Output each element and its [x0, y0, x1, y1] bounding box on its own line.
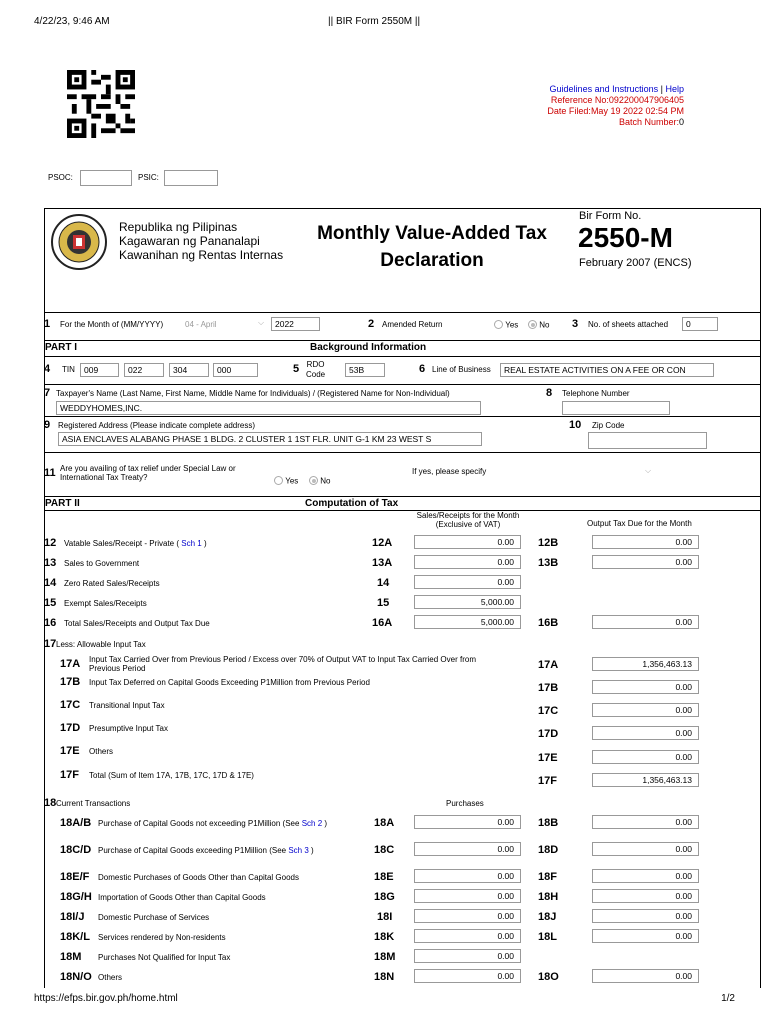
code-17a: 17A: [538, 659, 559, 671]
tin-part-1-input[interactable]: 009: [80, 363, 119, 377]
psic-label: PSIC:: [138, 173, 159, 182]
specify-label: If yes, please specify: [412, 467, 487, 476]
item-17e-label: Others: [89, 747, 114, 756]
agency-line-1: Republika ng Pilipinas: [119, 220, 238, 234]
telephone-label: Telephone Number: [562, 389, 630, 398]
tin-part-4-input[interactable]: 000: [213, 363, 258, 377]
batch-number-label: Batch Number:: [618, 117, 679, 127]
tax-relief-no-label: No: [320, 476, 331, 486]
item-10-number: 10: [569, 419, 582, 431]
form-number-label: Bir Form No.: [579, 210, 642, 222]
rdo-label-2: Code: [306, 370, 326, 379]
code-17b: 17B: [538, 682, 559, 694]
code-17c: 17C: [538, 705, 559, 717]
telephone-input[interactable]: [562, 401, 670, 415]
tin-label: TIN: [62, 365, 75, 374]
item-17c-label: Transitional Input Tax: [89, 701, 165, 710]
form-version: February 2007 (ENCS): [579, 257, 692, 269]
field-18m[interactable]: 0.00: [414, 949, 521, 963]
print-title: || BIR Form 2550M ||: [328, 16, 421, 27]
part-2-label: PART II: [45, 498, 80, 509]
item-3-label: No. of sheets attached: [588, 320, 669, 329]
item-11-number: 11: [44, 467, 56, 479]
tax-relief-no-radio[interactable]: [309, 476, 318, 485]
zip-code-label: Zip Code: [592, 421, 625, 430]
field-13a[interactable]: 0.00: [414, 555, 521, 569]
code-18i: 18I: [377, 911, 393, 923]
item-12-label-text: Vatable Sales/Receipt - Private (: [64, 539, 180, 548]
item-16-label: Total Sales/Receipts and Output Tax Due: [64, 619, 210, 628]
item-18ij-code: 18I/J: [60, 911, 85, 923]
taxpayer-name-label: Taxpayer's Name (Last Name, First Name, Middle Name for Individuals) / (Registered Name for Non-Individual): [56, 389, 450, 398]
item-12-label-close: ): [203, 539, 207, 548]
item-17c-code: 17C: [60, 699, 81, 711]
code-17e: 17E: [538, 752, 558, 764]
item-18gh-label: Importation of Goods Other than Capital Goods: [98, 893, 266, 902]
code-14: 14: [377, 577, 390, 589]
item-6-number: 6: [419, 363, 426, 375]
field-12b[interactable]: 0.00: [592, 535, 699, 549]
field-17b[interactable]: 0.00: [592, 680, 699, 694]
line-of-business-input[interactable]: REAL ESTATE ACTIVITIES ON A FEE OR CON: [500, 363, 714, 377]
line-of-business-label: Line of Business: [432, 365, 491, 374]
psoc-input[interactable]: [80, 170, 132, 186]
item-2-number: 2: [368, 318, 375, 330]
code-18c: 18C: [374, 844, 395, 856]
field-18g[interactable]: 0.00: [414, 889, 521, 903]
code-15: 15: [377, 597, 390, 609]
item-17f-code: 17F: [60, 769, 79, 781]
field-18j[interactable]: 0.00: [592, 909, 699, 923]
bir-seal-icon: [50, 213, 108, 271]
item-18cd-label-text: Purchase of Capital Goods exceeding P1Million (See: [98, 846, 287, 855]
field-18l[interactable]: 0.00: [592, 929, 699, 943]
item-3-number: 3: [572, 318, 579, 330]
field-17e[interactable]: 0.00: [592, 750, 699, 764]
amended-yes-label: Yes: [505, 320, 519, 330]
field-13b[interactable]: 0.00: [592, 555, 699, 569]
field-17c[interactable]: 0.00: [592, 703, 699, 717]
code-13b: 13B: [538, 557, 559, 569]
taxpayer-name-input[interactable]: WEDDYHOMES,INC.: [56, 401, 481, 415]
code-18d: 18D: [538, 844, 559, 856]
item-14-number: 14: [44, 577, 57, 589]
field-18k[interactable]: 0.00: [414, 929, 521, 943]
output-tax-column-header: Output Tax Due for the Month: [587, 519, 692, 528]
qr-code-icon: [66, 70, 136, 138]
code-12b: 12B: [538, 537, 559, 549]
item-18m-label: Purchases Not Qualified for Input Tax: [98, 953, 231, 962]
item-18ab-code: 18A/B: [60, 817, 92, 829]
field-17a[interactable]: 1,356,463.13: [592, 657, 699, 671]
agency-line-3: Kawanihan ng Rentas Internas: [119, 248, 284, 262]
code-18a: 18A: [374, 817, 395, 829]
code-18l: 18L: [538, 931, 557, 943]
tax-relief-label-1: Are you availing of tax relief under Special Law or: [60, 464, 236, 473]
chevron-down-icon: ⌵: [258, 318, 265, 327]
code-18o: 18O: [538, 971, 559, 983]
item-8-number: 8: [546, 387, 553, 399]
psic-input[interactable]: [164, 170, 218, 186]
reference-label: Reference No:: [550, 95, 609, 105]
item-18gh-code: 18G/H: [60, 891, 92, 903]
sales-column-header-2: (Exclusive of VAT): [435, 520, 501, 529]
item-18-number: 18: [44, 797, 57, 809]
item-2-label: Amended Return: [382, 320, 443, 329]
date-filed-label: Date Filed:: [547, 106, 591, 116]
field-18f[interactable]: 0.00: [592, 869, 699, 883]
part-1-title: Background Information: [310, 342, 427, 353]
item-18m-code: 18M: [60, 951, 82, 963]
code-18j: 18J: [538, 911, 557, 923]
address-input[interactable]: ASIA ENCLAVES ALABANG PHASE 1 BLDG. 2 CLUSTER 1 1ST FLR. UNIT G-1 KM 23 WEST S: [58, 432, 482, 446]
print-page: 1/2: [721, 993, 735, 1004]
item-5-number: 5: [293, 363, 300, 375]
rdo-label-1: RDO: [306, 360, 325, 369]
code-18e: 18E: [374, 871, 394, 883]
item-18kl-label: Services rendered by Non-residents: [98, 933, 226, 942]
field-18n[interactable]: 0.00: [414, 969, 521, 983]
tin-part-3-input[interactable]: 304: [169, 363, 209, 377]
field-18b[interactable]: 0.00: [592, 815, 699, 829]
tax-relief-yes-radio[interactable]: [274, 476, 283, 485]
item-1-number: 1: [44, 318, 51, 330]
item-18ab-label-close: ): [324, 819, 328, 828]
code-18h: 18H: [538, 891, 559, 903]
code-18b: 18B: [538, 817, 559, 829]
field-12a[interactable]: 0.00: [414, 535, 521, 549]
item-17b-code: 17B: [60, 676, 81, 688]
month-select[interactable]: 04 - April: [185, 320, 217, 329]
zip-code-input[interactable]: [588, 432, 707, 449]
print-datetime: 4/22/23, 9:46 AM: [34, 16, 110, 27]
item-15-number: 15: [44, 597, 57, 609]
item-18ab-label-text: Purchase of Capital Goods not exceeding P1Million (See: [98, 819, 300, 828]
code-18m: 18M: [374, 951, 396, 963]
code-13a: 13A: [372, 557, 393, 569]
field-18o[interactable]: 0.00: [592, 969, 699, 983]
field-16a[interactable]: 5,000.00: [414, 615, 521, 629]
part-2-title: Computation of Tax: [305, 498, 399, 509]
code-18n: 18N: [374, 971, 395, 983]
code-12a: 12A: [372, 537, 393, 549]
item-18no-label: Others: [98, 973, 123, 982]
item-18ef-code: 18E/F: [60, 871, 90, 883]
item-16-number: 16: [44, 617, 57, 629]
guidelines-link[interactable]: Guidelines and Instructions: [549, 84, 659, 94]
field-18h[interactable]: 0.00: [592, 889, 699, 903]
tax-relief-yes-label: Yes: [285, 476, 299, 486]
item-17d-label: Presumptive Input Tax: [89, 724, 169, 733]
amended-no-radio[interactable]: [528, 320, 537, 329]
psoc-label: PSOC:: [48, 173, 73, 182]
code-17d: 17D: [538, 728, 559, 740]
field-14[interactable]: 0.00: [414, 575, 521, 589]
field-16b[interactable]: 0.00: [592, 615, 699, 629]
amended-yes-radio[interactable]: [494, 320, 503, 329]
tin-part-2-input[interactable]: 022: [124, 363, 164, 377]
item-14-label: Zero Rated Sales/Receipts: [64, 579, 160, 588]
field-18a[interactable]: 0.00: [414, 815, 521, 829]
agency-line-2: Kagawaran ng Pananalapi: [119, 234, 260, 248]
item-9-number: 9: [44, 419, 51, 431]
address-label: Registered Address (Please indicate complete address): [58, 421, 255, 430]
field-18d[interactable]: 0.00: [592, 842, 699, 856]
field-17f[interactable]: 1,356,463.13: [592, 773, 699, 787]
date-filed-value: May 19 2022 02:54 PM: [590, 106, 684, 116]
year-input[interactable]: 2022: [271, 317, 320, 331]
item-17b-label: Input Tax Deferred on Capital Goods Exceeding P1Million from Previous Period: [89, 678, 370, 687]
rdo-code-input[interactable]: 53B: [345, 363, 385, 377]
item-12-number: 12: [44, 537, 57, 549]
specify-chevron-down-icon[interactable]: ⌵: [645, 466, 652, 475]
code-18g: 18G: [374, 891, 395, 903]
code-16b: 16B: [538, 617, 559, 629]
item-17-label: Less: Allowable Input Tax: [56, 640, 146, 649]
code-16a: 16A: [372, 617, 393, 629]
item-17e-code: 17E: [60, 745, 80, 757]
item-18ij-label: Domestic Purchase of Services: [98, 913, 210, 922]
item-15-label: Exempt Sales/Receipts: [64, 599, 147, 608]
field-18c[interactable]: 0.00: [414, 842, 521, 856]
schedule-2-link[interactable]: Sch 2: [301, 819, 323, 828]
item-13-label: Sales to Government: [64, 559, 140, 568]
code-17f: 17F: [538, 775, 557, 787]
print-url: https://efps.bir.gov.ph/home.html: [34, 993, 178, 1004]
reference-value: 092200047906405: [608, 95, 684, 105]
item-17f-label: Total (Sum of Item 17A, 17B, 17C, 17D & 17E): [89, 771, 254, 780]
item-13-number: 13: [44, 557, 57, 569]
item-18no-code: 18N/O: [60, 971, 92, 983]
sales-column-header-1: Sales/Receipts for the Month: [416, 511, 520, 520]
item-18cd-label-close: ): [311, 846, 314, 855]
part-1-label: PART I: [45, 342, 78, 353]
field-18i[interactable]: 0.00: [414, 909, 521, 923]
item-17a-label-1: Input Tax Carried Over from Previous Period / Excess over 70% of Output VAT to Input Tax Carried Over from: [89, 655, 476, 664]
item-4-number: 4: [44, 363, 51, 375]
link-separator: |: [660, 84, 663, 94]
item-17d-code: 17D: [60, 722, 81, 734]
item-17-number: 17: [44, 638, 57, 650]
form-title-line-1: Monthly Value-Added Tax: [317, 223, 547, 244]
item-12-label: [64, 539, 207, 548]
schedule-3-link[interactable]: Sch 3: [288, 846, 309, 855]
item-18cd-code: 18C/D: [60, 844, 92, 856]
item-18cd-label: [98, 846, 314, 855]
form-number: 2550-M: [578, 222, 673, 253]
purchases-column-header: Purchases: [446, 799, 484, 808]
item-18ef-label: Domestic Purchases of Goods Other than Capital Goods: [98, 873, 299, 882]
field-17d[interactable]: 0.00: [592, 726, 699, 740]
form-title-line-2: Declaration: [380, 250, 484, 271]
batch-number-value: 0: [678, 117, 684, 127]
item-7-number: 7: [44, 387, 51, 399]
field-15[interactable]: 5,000.00: [414, 595, 521, 609]
item-17a-code: 17A: [60, 658, 81, 670]
tax-relief-label-2: International Tax Treaty?: [60, 473, 148, 482]
code-18f: 18F: [538, 871, 557, 883]
code-18k: 18K: [374, 931, 395, 943]
sheets-attached-input[interactable]: 0: [682, 317, 718, 331]
help-link[interactable]: Help: [665, 84, 684, 94]
item-1-label: For the Month of (MM/YYYY): [60, 320, 164, 329]
field-18e[interactable]: 0.00: [414, 869, 521, 883]
item-17a-label-2: Previous Period: [89, 664, 146, 673]
schedule-1-link[interactable]: Sch 1: [181, 539, 202, 548]
item-18-label: Current Transactions: [56, 799, 131, 808]
amended-no-label: No: [539, 320, 550, 330]
item-18kl-code: 18K/L: [60, 931, 90, 943]
item-18ab-label: [98, 819, 327, 828]
